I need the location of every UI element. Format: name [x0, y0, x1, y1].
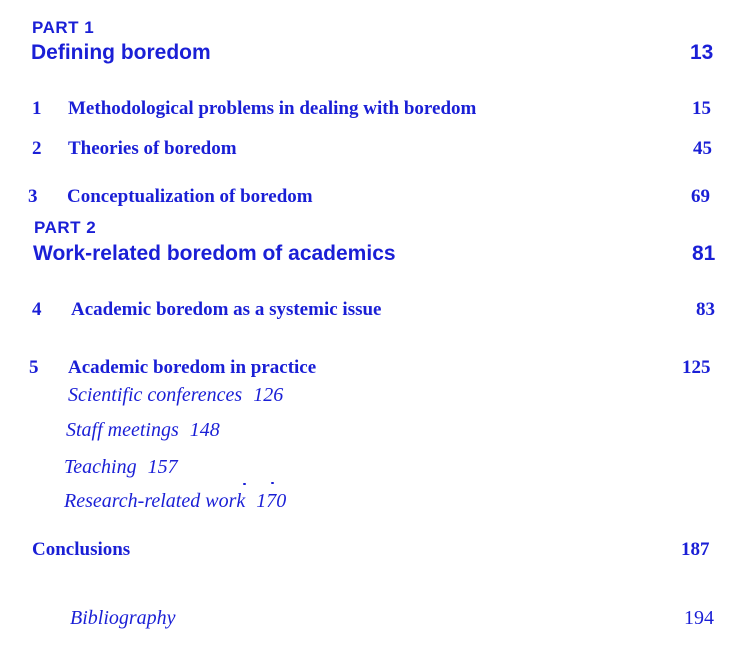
section-title: Scientific conferences [68, 384, 243, 406]
section-page: 157 [147, 456, 178, 478]
print-speck [243, 483, 246, 485]
section-research-related-work[interactable] [64, 490, 286, 513]
chapter-3-title[interactable]: Conceptualization of boredom [67, 186, 313, 207]
section-staff-meetings[interactable] [66, 419, 220, 442]
chapter-1-page: 15 [692, 98, 711, 119]
section-page: 170 [256, 490, 287, 512]
conclusions-title[interactable]: Conclusions [32, 539, 131, 560]
chapter-2-number: 2 [32, 138, 42, 159]
section-title: Staff meetings [66, 419, 179, 441]
section-teaching[interactable] [64, 456, 178, 479]
chapter-5-number: 5 [29, 357, 39, 378]
section-page: 148 [189, 419, 220, 441]
part-2-label: PART 2 [34, 218, 97, 237]
chapter-5-title[interactable]: Academic boredom in practice [68, 357, 317, 378]
chapter-3-number: 3 [28, 186, 38, 207]
chapter-4-page: 83 [696, 299, 715, 320]
section-scientific-conferences[interactable] [68, 384, 283, 407]
chapter-1-title[interactable]: Methodological problems in dealing with boredom [68, 98, 477, 119]
section-title: Teaching [64, 456, 137, 478]
chapter-2-title[interactable]: Theories of boredom [68, 138, 237, 159]
chapter-2-page: 45 [693, 138, 712, 159]
section-page: 126 [253, 384, 284, 406]
bibliography-title[interactable]: Bibliography [70, 607, 176, 629]
conclusions-page: 187 [681, 539, 710, 560]
part-2-page: 81 [692, 242, 716, 265]
section-title: Research-related work [64, 490, 246, 512]
chapter-1-number: 1 [32, 98, 42, 119]
part-1-title[interactable]: Defining boredom [31, 41, 211, 64]
part-1-label: PART 1 [32, 18, 95, 37]
chapter-5-page: 125 [682, 357, 711, 378]
bibliography-page: 194 [684, 607, 714, 629]
chapter-3-page: 69 [691, 186, 710, 207]
print-speck [271, 482, 274, 484]
chapter-4-title[interactable]: Academic boredom as a systemic issue [71, 299, 382, 320]
part-1-page: 13 [690, 41, 714, 64]
part-2-title[interactable]: Work-related boredom of academics [33, 242, 396, 265]
chapter-4-number: 4 [32, 299, 42, 320]
